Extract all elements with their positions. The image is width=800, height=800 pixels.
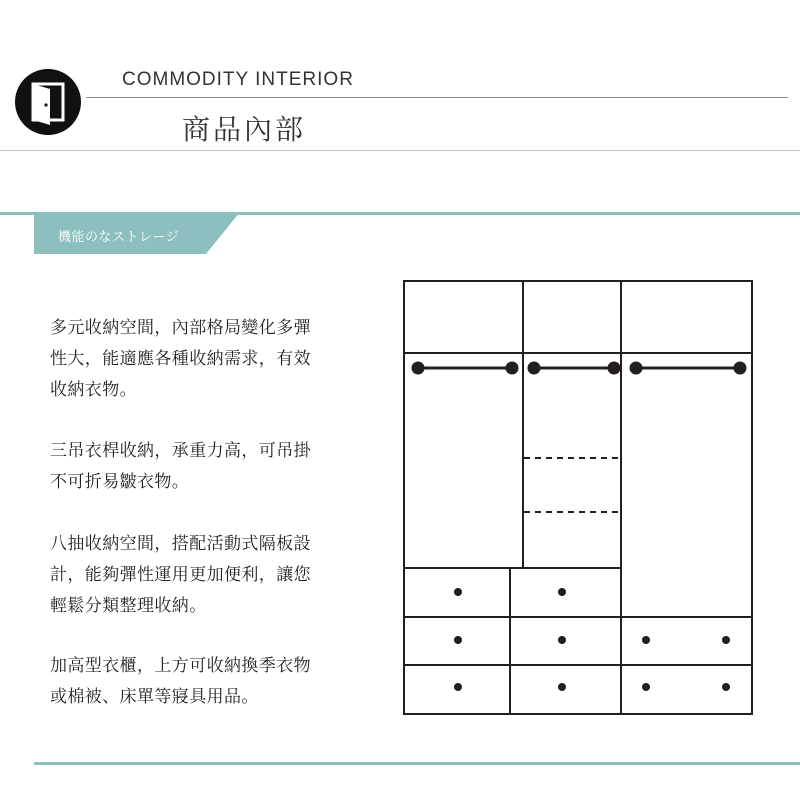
description-drawers [50, 529, 380, 622]
header-divider [86, 97, 788, 98]
drawer-knob [454, 588, 462, 596]
drawer-knob [722, 683, 730, 691]
drawer-knob [558, 636, 566, 644]
description-line: 多元收納空間，內部格局變化多彈 [50, 318, 311, 338]
description-line: 或棉被、床單等寢具用品。 [50, 687, 259, 707]
drawer-knob [642, 636, 650, 644]
description-hanging-rods [50, 436, 380, 498]
section-tab-label: 機能のなストレージ [58, 230, 180, 245]
door-icon [14, 68, 82, 136]
description-line: 收納衣物。 [50, 380, 137, 400]
drawer-knob [454, 636, 462, 644]
description-line: 三吊衣桿收納，承重力高，可吊掛 [50, 441, 311, 461]
drawer-knob [558, 683, 566, 691]
header-bottom-divider [0, 150, 800, 151]
drawer-knob [558, 588, 566, 596]
description-line: 加高型衣櫃，上方可收納換季衣物 [50, 656, 311, 676]
drawer-knob [722, 636, 730, 644]
description-line: 計，能夠彈性運用更加便利，讓您 [50, 565, 311, 585]
footer-divider [34, 762, 800, 765]
drawer-knob [454, 683, 462, 691]
description-line: 八抽收納空間，搭配活動式隔板設 [50, 534, 311, 554]
drawer-knob [642, 683, 650, 691]
description-line: 不可折易皺衣物。 [50, 472, 190, 492]
wardrobe-frame [404, 281, 752, 714]
description-line: 輕鬆分類整理收納。 [50, 596, 207, 616]
wardrobe-diagram [396, 272, 766, 722]
description-storage-space [50, 313, 380, 406]
description-line: 性大，能適應各種收納需求，有效 [50, 349, 311, 369]
description-tall-cabinet [50, 651, 380, 713]
header-title-en: COMMODITY INTERIOR [122, 69, 354, 90]
header-title-zh: 商品內部 [182, 113, 307, 146]
